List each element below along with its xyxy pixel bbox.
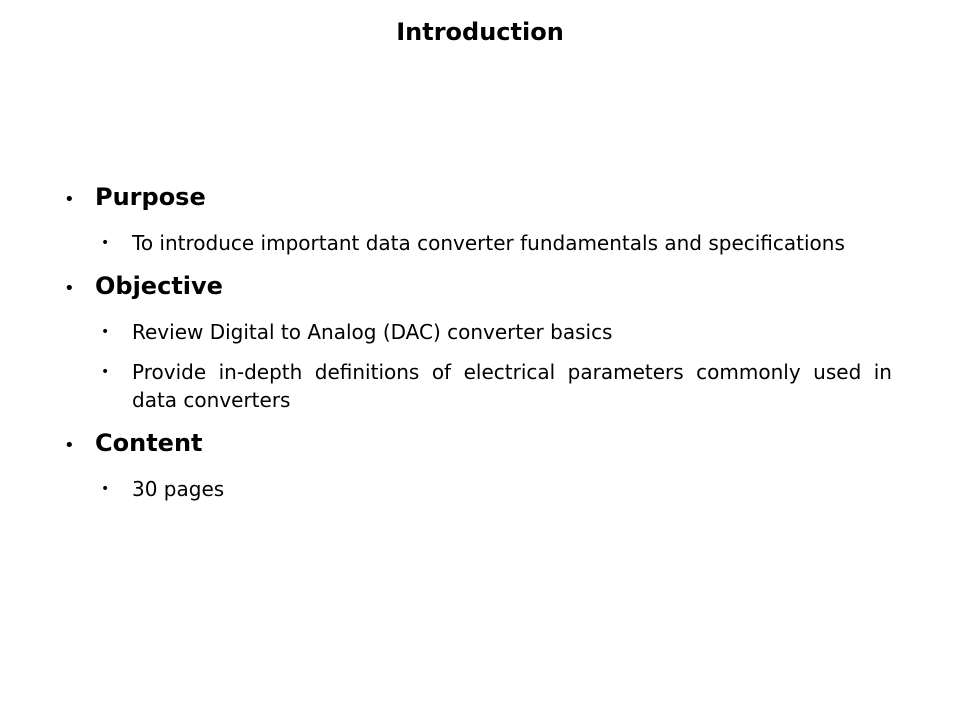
section-heading-row [64,426,894,463]
section-heading-row [64,180,894,217]
slide-title: Introduction [396,18,564,46]
sub-list [64,229,894,257]
bullet-icon: • [101,235,110,251]
sub-list [64,475,894,503]
list-item-text: 30 pages [132,477,225,501]
section-heading: Purpose [95,183,206,211]
bullet-icon: • [101,481,110,497]
section-heading: Objective [95,272,223,300]
slide-content [64,180,894,515]
list-item [101,358,894,414]
list-item [101,475,894,503]
list-item-text: To introduce important data converter fundamentals and specifications [132,231,845,255]
bullet-icon: • [101,364,110,380]
bullet-icon: • [64,278,75,299]
bullet-icon: • [64,189,75,210]
list-item [101,318,894,346]
sub-list [64,318,894,414]
bullet-icon: • [64,435,75,456]
section-objective [64,269,894,414]
list-item-text: Review Digital to Analog (DAC) converter basics [132,320,613,344]
section-purpose [64,180,894,257]
section-content [64,426,894,503]
section-heading: Content [95,429,203,457]
list-item-text: Provide in-depth definitions of electrical parameters commonly used in data converters [132,360,892,412]
section-heading-row [64,269,894,306]
bullet-icon: • [101,324,110,340]
list-item [101,229,894,257]
